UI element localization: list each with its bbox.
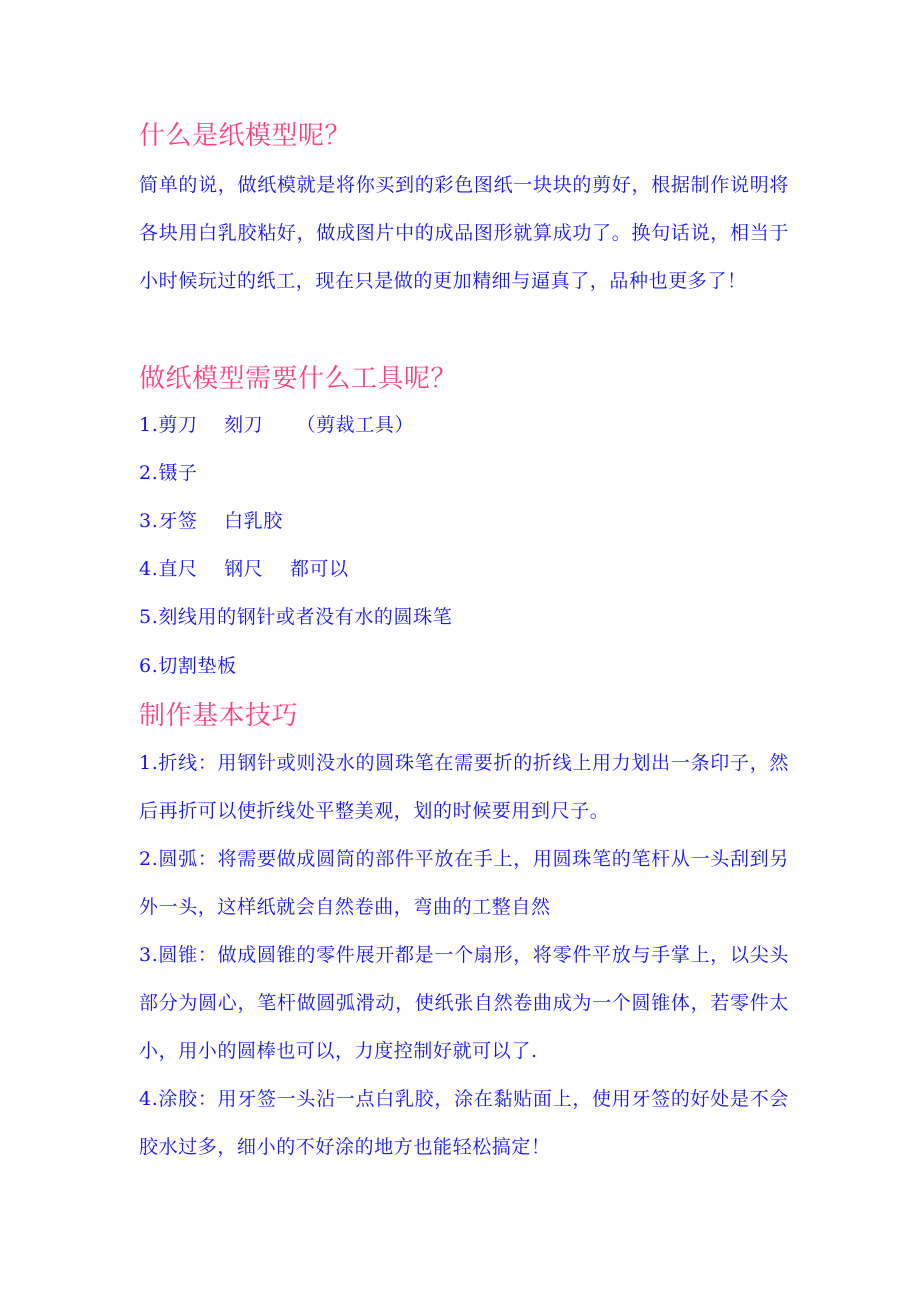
section-heading-tools: 做纸模型需要什么工具呢？: [139, 364, 458, 394]
tool-item-5: 5.刻线用的钢针或者没有水的圆珠笔: [139, 606, 453, 628]
tool-item-4: 4.直尺 钢尺 都可以: [139, 558, 349, 580]
section-heading-what-is-paper-model: 什么是纸模型呢？: [139, 121, 352, 151]
tip-paragraph-glue: 4.涂胶：用牙签一头沾一点白乳胶，涂在黏贴面上，使用牙签的好处是不会胶水过多，细小的不好涂的地方也能轻松搞定！: [139, 1088, 789, 1158]
tool-item-2: 2.镊子: [139, 462, 198, 484]
tip-paragraph-cone: 3.圆锥：做成圆锥的零件展开都是一个扇形，将零件平放与手掌上，以尖头部分为圆心，笔杆做圆弧滑动，使纸张自然卷曲成为一个圆锥体，若零件太小，用小的圆棒也可以，力度控制好就可以了.: [139, 944, 789, 1062]
tool-item-1: 1.剪刀 刻刀 （剪裁工具）: [139, 414, 415, 436]
tool-item-3: 3.牙签 白乳胶: [139, 510, 283, 532]
section-heading-basic-techniques: 制作基本技巧: [139, 701, 299, 731]
tip-paragraph-arc: 2.圆弧：将需要做成圆筒的部件平放在手上，用圆珠笔的笔杆从一头刮到另外一头，这样纸就会自然卷曲，弯曲的工整自然: [139, 848, 789, 918]
tip-paragraph-fold-line: 1.折线：用钢针或则没水的圆珠笔在需要折的折线上用力划出一条印子，然后再折可以使折线处平整美观，划的时候要用到尺子。: [139, 752, 789, 822]
intro-paragraph: 简单的说，做纸模就是将你买到的彩色图纸一块块的剪好，根据制作说明将各块用白乳胶粘好，做成图片中的成品图形就算成功了。换句话说，相当于小时候玩过的纸工，现在只是做的更加精细与逼真了，品种也更多了！: [139, 174, 789, 292]
tool-item-6: 6.切割垫板: [139, 655, 237, 677]
